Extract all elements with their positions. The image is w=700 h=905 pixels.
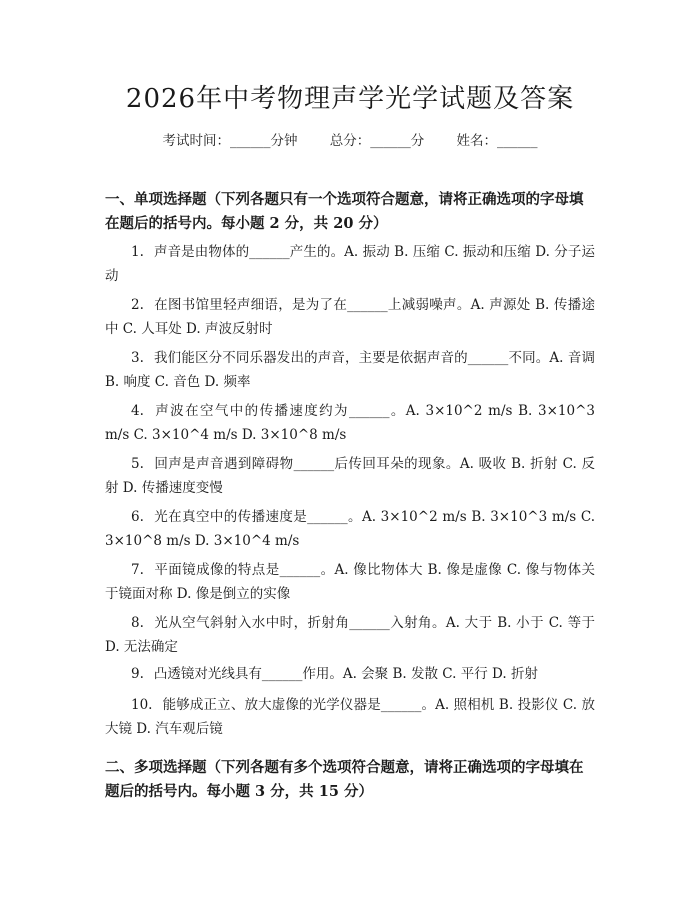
question-text: 回声是声音遇到障碍物______后传回耳朵的现象。A. 吸收 B. 折射 C. 反射 D. 传播速度变慢 — [105, 456, 595, 496]
question-number: 10. — [131, 697, 153, 713]
question-number: 9. — [131, 666, 144, 682]
question-number: 1. — [131, 244, 144, 260]
question-number: 7. — [131, 562, 144, 578]
question-number: 2. — [131, 297, 144, 313]
question-item — [105, 293, 595, 341]
question-number: 6. — [131, 509, 144, 525]
question-item — [105, 662, 595, 686]
question-text: 我们能区分不同乐器发出的声音，主要是依据声音的______不同。A. 音调 B. 响度 C. 音色 D. 频率 — [105, 350, 595, 390]
question-text: 平面镜成像的特点是______。A. 像比物体大 B. 像是虚像 C. 像与物体关于镜面对称 D. 像是倒立的实像 — [105, 562, 595, 602]
question-text: 能够成正立、放大虚像的光学仪器是______。A. 照相机 B. 投影仪 C. 放大镜 D. 汽车观后镜 — [105, 697, 595, 737]
question-item — [105, 346, 595, 394]
student-name-field: 姓名：______ — [456, 133, 538, 149]
section-heading-single-choice: 一、单项选择题（下列各题只有一个选项符合题意，请将正确选项的字母填在题后的括号内。每小题 2 分，共 20 分） — [105, 191, 584, 232]
total-score-field: 总分：______分 — [329, 133, 425, 149]
question-number: 5. — [131, 456, 144, 472]
question-item — [105, 693, 595, 741]
question-text: 凸透镜对光线具有______作用。A. 会聚 B. 发散 C. 平行 D. 折射 — [153, 666, 538, 682]
question-text: 在图书馆里轻声细语，是为了在______上减弱噪声。A. 声源处 B. 传播途中 C. 人耳处 D. 声波反射时 — [105, 297, 595, 337]
question-item — [105, 452, 595, 500]
question-item — [105, 240, 595, 288]
exam-meta — [0, 132, 700, 150]
question-item — [105, 558, 595, 606]
question-item — [105, 611, 595, 659]
section-heading-multiple-choice: 二、多项选择题（下列各题有多个选项符合题意，请将正确选项的字母填在题后的括号内。每小题 3 分，共 15 分） — [105, 759, 584, 800]
question-text: 光在真空中的传播速度是______。A. 3×10^2 m/s B. 3×10^3 m/s C. 3×10^8 m/s D. 3×10^4 m/s — [105, 509, 595, 549]
question-item — [105, 399, 595, 447]
question-number: 8. — [131, 615, 144, 631]
question-text: 光从空气斜射入水中时，折射角______入射角。A. 大于 B. 小于 C. 等于 D. 无法确定 — [105, 615, 595, 655]
question-number: 4. — [131, 403, 144, 419]
question-text: 声波在空气中的传播速度约为______。A. 3×10^2 m/s B. 3×10^3 m/s C. 3×10^4 m/s D. 3×10^8 m/s — [105, 403, 595, 443]
question-number: 3. — [131, 350, 144, 366]
question-item — [105, 505, 595, 553]
page-title: 2026年中考物理声学光学试题及答案 — [125, 84, 575, 114]
question-text: 声音是由物体的______产生的。A. 振动 B. 压缩 C. 振动和压缩 D. 分子运动 — [105, 244, 595, 284]
exam-time-field: 考试时间：______分钟 — [162, 133, 298, 149]
